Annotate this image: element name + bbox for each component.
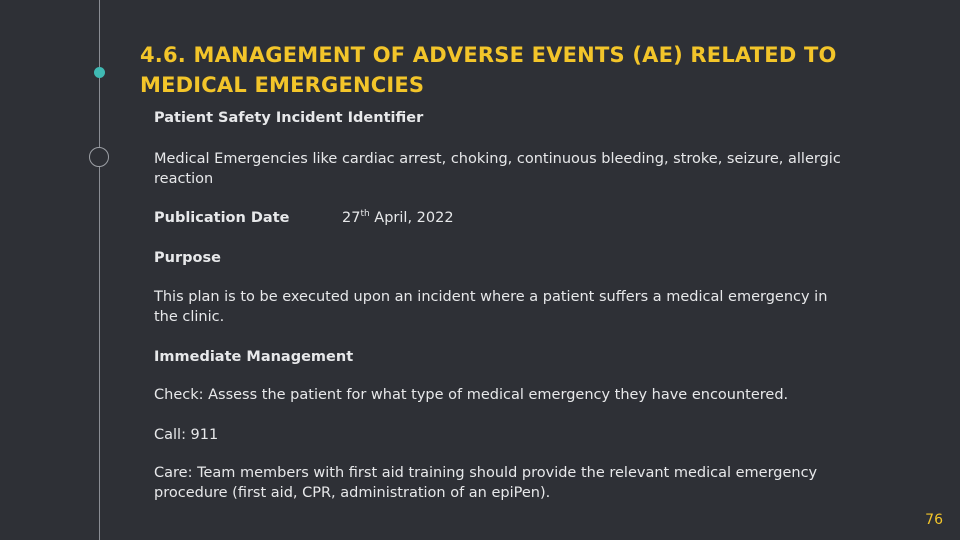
check-text: Check: Assess the patient for what type of medical emergency they have encountered.	[154, 387, 789, 403]
timeline-dot-active	[94, 67, 105, 78]
publication-label: Publication Date	[154, 210, 290, 226]
purpose-heading: Purpose	[154, 250, 221, 266]
timeline-line	[99, 0, 100, 540]
identifier-heading: Patient Safety Incident Identifier	[154, 110, 424, 126]
call-text: Call: 911	[154, 427, 219, 443]
publication-row	[154, 208, 844, 228]
immediate-management-heading: Immediate Management	[154, 349, 354, 365]
timeline-dot	[89, 147, 109, 167]
page-number: 76	[925, 512, 943, 528]
slide-title: 4.6. MANAGEMENT OF ADVERSE EVENTS (AE) RELATED TO MEDICAL EMERGENCIES	[140, 43, 837, 97]
care-text: Care: Team members with first aid training should provide the relevant medical emergency procedure (first aid, CPR, administration of an epiPen).	[154, 465, 818, 501]
identifier-text: Medical Emergencies like cardiac arrest, choking, continuous bleeding, stroke, seizure, allergic reaction	[154, 151, 841, 187]
publication-date: 27th April, 2022	[342, 209, 454, 226]
purpose-text: This plan is to be executed upon an incident where a patient suffers a medical emergency in the clinic.	[154, 289, 828, 325]
